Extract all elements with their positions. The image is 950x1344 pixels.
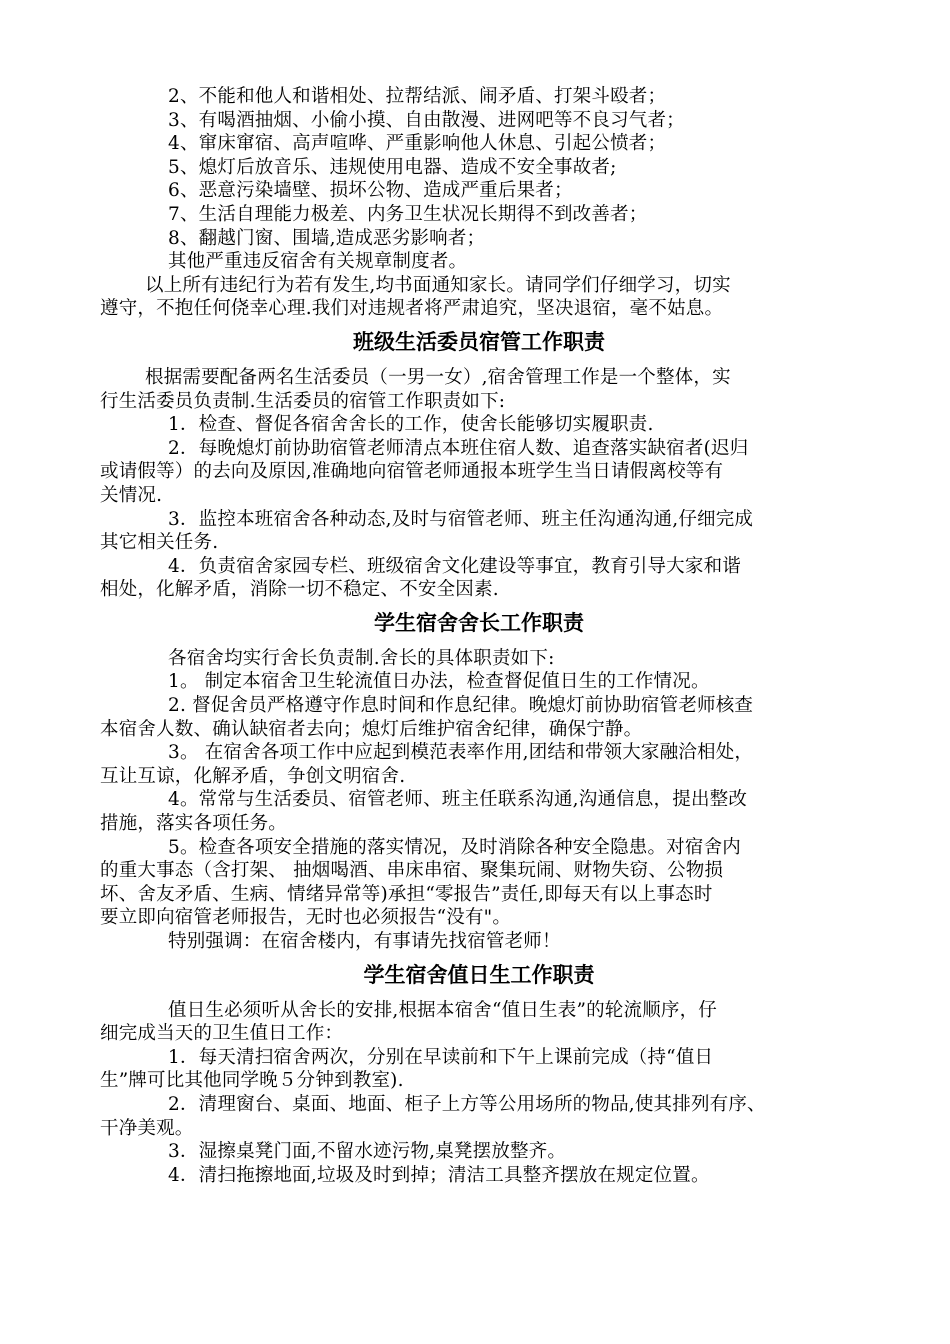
duty-line: 的重大事态（含打架、 抽烟喝酒、串床串宿、聚集玩闹、财物失窃、公物损 (100, 860, 724, 882)
rule-item: 8、翻越门窗、围墙,造成恶劣影响者； (168, 227, 486, 249)
duty-line: 关情况. (100, 484, 163, 506)
paragraph-line: 遵守，不抱任何侥幸心理.我们对违规者将严肃追究，坚决退宿，毫不姑息。 (100, 298, 724, 320)
duty-student-intro (100, 999, 858, 1046)
duty-line: 3．湿擦桌凳门面,不留水迹污物,桌凳摆放整齐。 (168, 1141, 567, 1163)
duty-student-duties (100, 1046, 858, 1188)
duty-line: 1．检查、督促各宿舍舍长的工作，使舍长能够切实履职责. (168, 414, 654, 436)
duty-line: 5。检查各项安全措施的落实情况，及时消除各种安全隐患。对宿舍内 (168, 836, 741, 858)
class-committee-duties (100, 413, 858, 602)
duty-line: 2．清理窗台、桌面、地面、柜子上方等公用场所的物品,使其排列有序、 (168, 1093, 766, 1115)
rule-item: 其他严重违反宿舍有关规章制度者。 (168, 251, 468, 273)
paragraph-line: 根据需要配备两名生活委员（一男一女）,宿舍管理工作是一个整体，实 (145, 366, 731, 388)
duty-line: 或请假等）的去向及原因,准确地向宿管老师通报本班学生当日请假离校等有 (100, 461, 724, 483)
rule-item: 7、生活自理能力极差、内务卫生状况长期得不到改善者； (168, 203, 648, 225)
section-title-class-committee: 班级生活委员宿管工作职责 (353, 329, 605, 354)
rule-item: 3、有喝酒抽烟、小偷小摸、自由散漫、进网吧等不良习气者； (168, 109, 685, 131)
dorm-leader-intro: 各宿舍均实行舍长负责制.舍长的具体职责如下: (168, 647, 555, 669)
duty-line: 2．每晚熄灯前协助宿管老师清点本班住宿人数、追查落实缺宿者(迟归 (168, 437, 749, 459)
duty-line: 干净美观。 (100, 1117, 194, 1139)
duty-line: 互让互谅，化解矛盾，争创文明宿舍. (100, 765, 406, 787)
duty-line: 本宿舍人数、确认缺宿者去向；熄灯后维护宿舍纪律，确保宁静。 (100, 718, 643, 740)
rule-item: 5、熄灯后放音乐、违规使用电器、造成不安全事故者; (168, 156, 617, 178)
section-title-duty-student: 学生宿舍值日生工作职责 (363, 962, 595, 987)
rule-item: 6、恶意污染墙壁、损坏公物、造成严重后果者； (168, 180, 573, 202)
duty-line: 4．负责宿舍家园专栏、班级宿舍文化建设等事宜，教育引导大家和谐 (168, 555, 741, 577)
duty-line: 措施，落实各项任务。 (100, 813, 288, 835)
duty-line: 坏、舍友矛盾、生病、情绪异常等)承担“零报告”责任,即每天有以上事态时 (100, 883, 713, 905)
duty-line: 要立即向宿管老师报告，无时也必须报告“没有"。 (100, 907, 512, 929)
duty-line: 4。常常与生活委员、宿管老师、班主任联系沟通,沟通信息，提出整改 (168, 789, 748, 811)
dorm-leader-duties (100, 670, 858, 930)
paragraph-line: 值日生必须听从舍长的安排,根据本宿舍“值日生表”的轮流顺序，仔 (168, 999, 717, 1021)
rule-item: 4、窜床窜宿、高声喧哗、严重影响他人休息、引起公愤者； (168, 133, 667, 155)
rules-list (100, 85, 858, 274)
rules-closing-paragraph (100, 274, 858, 321)
paragraph-line: 行生活委员负责制.生活委员的宿管工作职责如下: (100, 390, 506, 412)
paragraph-line: 细完成当天的卫生值日工作： (100, 1023, 344, 1045)
duty-line: 生”牌可比其他同学晚５分钟到教室). (100, 1070, 404, 1092)
duty-line: 2. 督促舍员严格遵守作息时间和作息纪律。晚熄灯前协助宿管老师核查 (168, 695, 754, 717)
duty-line: 4．清扫拖擦地面,垃圾及时到掉；清洁工具整齐摆放在规定位置。 (168, 1164, 710, 1186)
duty-line: 3。 在宿舍各项工作中应起到模范表率作用,团结和带领大家融洽相处， (168, 742, 754, 764)
section-title-dorm-leader: 学生宿舍舍长工作职责 (374, 610, 584, 635)
duty-line: 1．每天清扫宿舍两次，分别在早读前和下午上课前完成（持“值日 (168, 1046, 714, 1068)
class-committee-intro (100, 366, 858, 413)
duty-line: 其它相关任务. (100, 532, 219, 554)
paragraph-line: 以上所有违纪行为若有发生,均书面通知家长。请同学们仔细学习，切实 (145, 274, 731, 296)
dorm-leader-emphasis: 特别强调：在宿舍楼内，有事请先找宿管老师！ (168, 931, 561, 952)
rule-item: 2、不能和他人和谐相处、拉帮结派、闹矛盾、打架斗殴者； (168, 86, 667, 107)
duty-line: 相处，化解矛盾，消除一切不稳定、不安全因素. (100, 579, 499, 601)
duty-line: 3．监控本班宿舍各种动态,及时与宿管老师、班主任沟通沟通,仔细完成 (168, 508, 754, 530)
duty-line: 1。 制定本宿舍卫生轮流值日办法，检查督促值日生的工作情况。 (168, 671, 710, 693)
document-body (100, 85, 858, 1187)
